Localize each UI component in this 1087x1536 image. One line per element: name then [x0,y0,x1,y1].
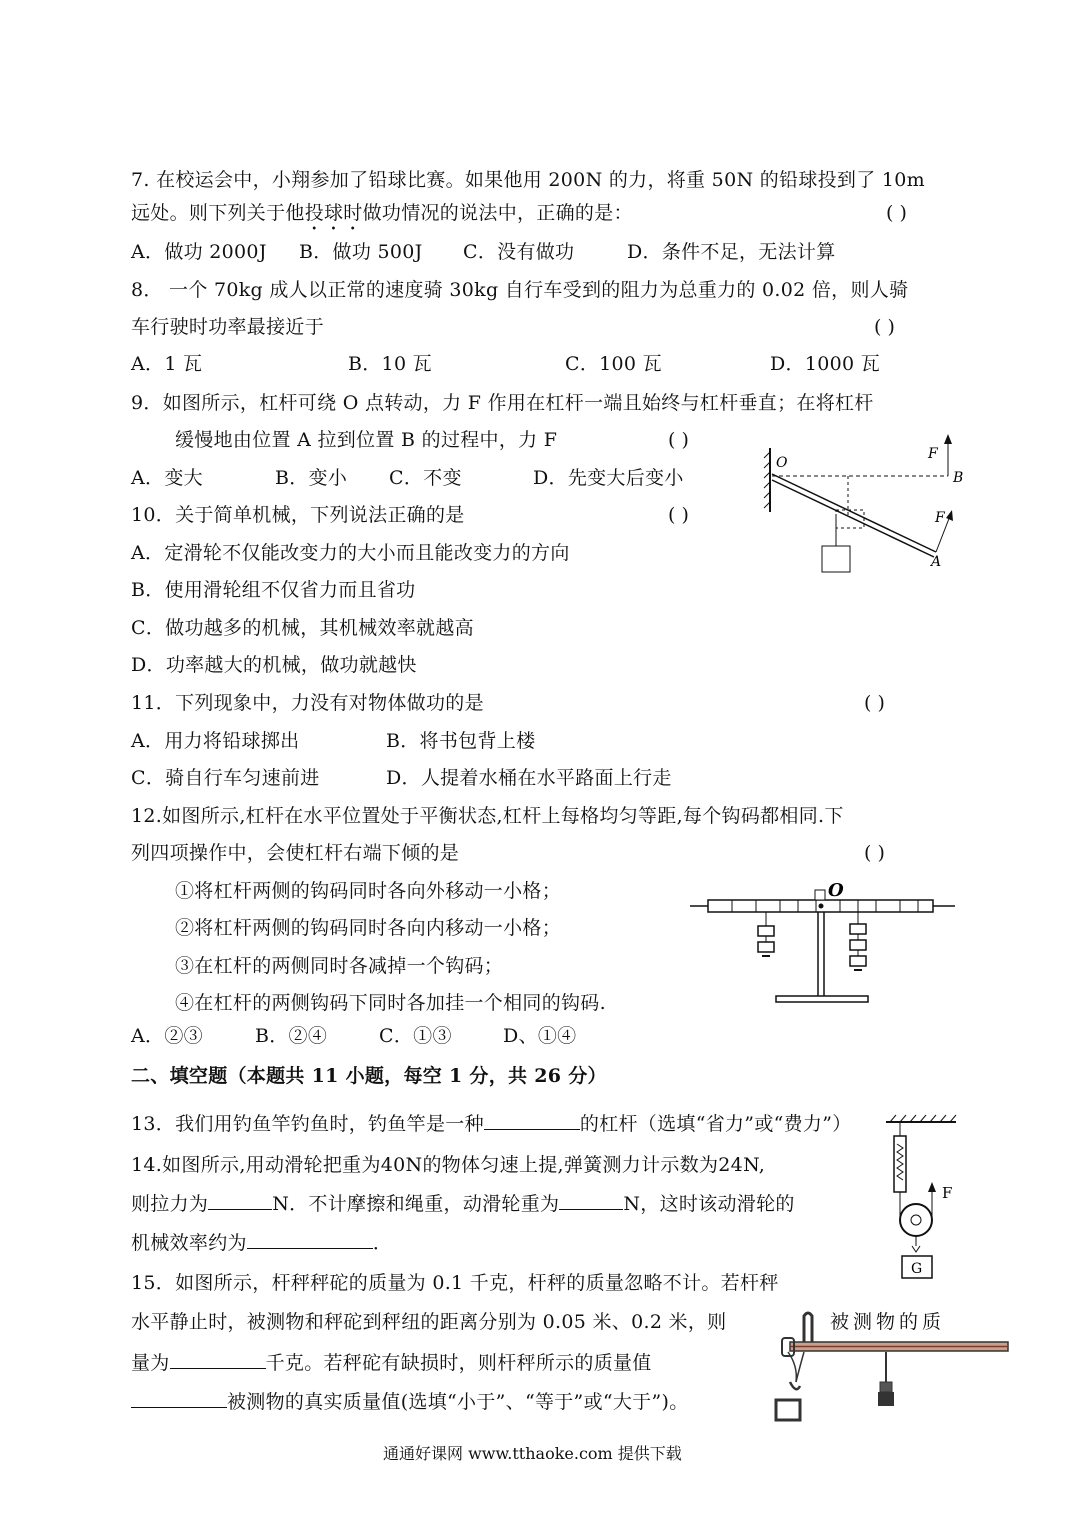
q13-stem-pre: 13．我们用钓鱼竿钓鱼时，钓鱼竿是一种 [131,1113,484,1135]
q11-option-c: C．骑自行车匀速前进 [131,767,320,789]
spring-scale [894,1136,906,1192]
measured-object [776,1400,800,1420]
q15-stem-line4 [131,1389,689,1414]
q9-stem-line1: 9．如图所示，杠杆可绕 O 点转动，力 F 作用在杠杆一端且始终与杠杆垂直；在将杠杆 [131,392,874,414]
hook-shape [912,1246,920,1252]
q9-option-a: A．变大 [131,467,203,489]
q12-option-d: D、①④ [503,1025,577,1047]
weight-box [822,546,850,572]
q12-item-3: ③在杠杆的两侧同时各减掉一个钩码； [175,955,504,977]
q8-option-d: D．1000 瓦 [770,353,881,375]
right-weights [850,912,866,970]
q14-blank-pulley-weight[interactable] [559,1191,623,1210]
q15-blank-mass[interactable] [170,1350,266,1369]
q15-blank-compare[interactable] [131,1389,227,1408]
q10-stem: 10．关于简单机械，下列说法正确的是 [131,504,465,526]
label-f-bottom: F [935,510,945,526]
q8-answer-paren: ( ) [874,316,895,338]
q8-stem-line1: 8． 一个 70kg 成人以正常的速度骑 30kg 自行车受到的阻力为总重力的 0.02 倍，则人骑 [131,279,909,301]
q10-option-d: D．功率越大的机械，做功就越快 [131,654,417,676]
q10-answer-paren: ( ) [668,504,689,526]
section2-title: 二、填空题（本题共 11 小题，每空 1 分，共 26 分） [131,1065,607,1087]
footer-source: 通通好课网 www.tthaoke.com 提供下载 [383,1444,682,1463]
q14-stem-line2 [131,1191,795,1216]
q15-stem-line2-tail: 被测物的质 [830,1311,946,1333]
steelyard-weight [878,1392,894,1406]
left-weights [758,912,774,956]
q14-line3-a: 机械效率约为 [131,1232,247,1254]
arrow-up-icon [944,434,952,444]
label-o: O [828,880,844,901]
q12-option-c: C．①③ [379,1025,452,1047]
label-b: B [953,470,964,486]
q12-item-4: ④在杠杆的两侧钩码下同时各加挂一个相同的钩码. [175,992,606,1014]
q14-blank-pull-force[interactable] [208,1191,272,1210]
q14-line3-b: ． [372,1232,393,1254]
q15-line3-a: 量为 [131,1352,170,1374]
q15-line3-b: 千克。若秤砣有缺损时，则杆秤所示的质量值 [265,1352,652,1374]
label-g: G [911,1261,923,1277]
q7-stem-line2 [131,201,633,235]
q11-option-b: B．将书包背上楼 [386,730,536,752]
label-f-top: F [928,446,938,462]
q11-option-a: A．用力将铅球掷出 [131,730,300,752]
q14-blank-efficiency[interactable] [247,1230,373,1249]
q12-answer-paren: ( ) [864,842,885,864]
q15-steelyard-figure [768,1308,1014,1426]
q7-option-d: D．条件不足，无法计算 [627,241,836,263]
q9-answer-paren: ( ) [668,429,689,451]
q9-option-d: D．先变大后变小 [533,467,684,489]
q12-option-b: B．②④ [255,1025,328,1047]
lever-position-a-upper [772,474,936,552]
q10-option-b: B．使用滑轮组不仅省力而且省功 [131,579,416,601]
q12-lever-figure [690,878,960,1008]
q7-options [131,240,836,264]
q8-option-a: A．1 瓦 [131,353,203,375]
q8-options [131,352,880,376]
q14-stem-line1: 14.如图所示,用动滑轮把重为40N的物体匀速上提,弹簧测力计示数为24N, [131,1154,766,1176]
q13-stem [131,1111,852,1136]
q14-line2-a: 则拉力为 [131,1193,209,1215]
q15-stem-line3 [131,1350,652,1375]
q11-answer-paren: ( ) [864,692,885,714]
stand-base [776,996,868,1002]
arrow-up-icon [928,1182,936,1192]
q14-pulley-figure [878,1112,968,1284]
q12-item-2: ②将杠杆两侧的钩码同时各向内移动一小格； [175,917,562,939]
q7-option-a: A．做功 2000J [131,241,267,263]
q14-stem-line3 [131,1230,392,1255]
q15-stem-line2: 水平静止时，被测物和秤砣到秤纽的距离分别为 0.05 米、0.2 米，则 [131,1311,727,1333]
q9-stem-line2: 缓慢地由位置 A 拉到位置 B 的过程中，力 F [175,429,558,451]
q10-option-c: C．做功越多的机械，其机械效率就越高 [131,617,474,639]
q7-stem-line1: 7. 在校运会中，小翔参加了铅球比赛。如果他用 200N 的力，将重 50N 的铅球投到了 10m [131,169,925,191]
hook-rope-right [796,1352,804,1382]
q8-option-c: C．100 瓦 [565,353,662,375]
hanging-knob [804,1313,812,1342]
q11-option-d: D．人提着水桶在水平路面上行走 [386,767,672,789]
label-f: F [942,1184,953,1202]
lever-position-a-lower [772,480,934,557]
q9-option-c: C．不变 [389,467,462,489]
hook-icon [790,1382,800,1389]
pivot-point [819,904,824,909]
q15-stem-line1: 15．如图所示，杆秤秤砣的质量为 0.1 千克，杆秤的质量忽略不计。若杆秤 [131,1272,779,1294]
q12-stem-line1: 12.如图所示,杠杆在水平位置处于平衡状态,杠杆上每格均匀等距,每个钩码都相同.下 [131,805,844,827]
q9-options [131,466,684,490]
q7-emphasis-text: 投球时 [304,202,363,224]
pulley-wheel [900,1204,932,1236]
q11-options-row2 [131,766,672,790]
pivot-block [815,890,825,900]
wall-hatch [764,448,770,512]
q13-stem-post: 的杠杆（选填“省力”或“费力”） [579,1113,852,1135]
q11-options-row1 [131,729,535,753]
q12-stem-line2: 列四项操作中，会使杠杆右端下倾的是 [131,842,460,864]
q12-options [131,1024,576,1048]
ceiling-hatch [890,1115,956,1122]
q9-option-b: B．变小 [275,467,348,489]
q14-line2-b: N．不计摩擦和绳重，动滑轮重为 [272,1193,560,1215]
q9-lever-figure [760,430,980,580]
q14-line2-c: N，这时该动滑轮的 [623,1193,795,1215]
q7-option-c: C．没有做功 [463,241,575,263]
arrow-diagonal-icon [946,510,953,521]
q10-option-a: A．定滑轮不仅能改变力的大小而且能改变力的方向 [131,542,570,564]
q13-blank[interactable] [484,1111,580,1130]
label-o: O [776,455,788,471]
q8-option-b: B．10 瓦 [348,353,432,375]
q8-stem-line2: 车行驶时功率最接近于 [131,316,325,338]
label-a: A [931,554,942,570]
q11-stem: 11．下列现象中，力没有对物体做功的是 [131,692,484,714]
q12-option-a: A．②③ [131,1025,203,1047]
q12-item-1: ①将杠杆两侧的钩码同时各向外移动一小格； [175,880,562,902]
q15-line4-b: 被测物的真实质量值(选填“小于”、“等于”或“大于”)。 [227,1391,689,1413]
q7-option-b: B．做功 500J [299,241,423,263]
q7-stem-line2-post: 做功情况的说法中，正确的是： [362,202,633,224]
q7-stem-line2-pre: 远处。则下列关于他 [131,202,305,224]
weight-hook-block [880,1382,892,1392]
q7-answer-paren: ( ) [886,202,907,224]
